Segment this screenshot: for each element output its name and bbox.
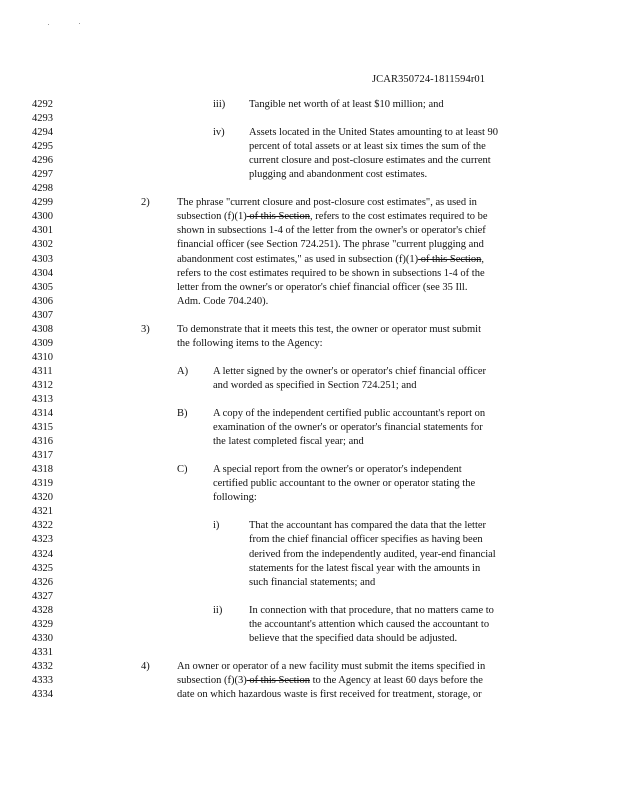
line-number: 4330 [32,632,53,644]
document-id: JCAR350724-1811594r01 [372,74,486,85]
scan-speck [79,23,80,24]
text-line: from the chief financial officer specifies as having been [249,534,483,546]
text-line: the accountant's attention which caused the accountant to [249,618,490,630]
line-number: 4304 [32,267,53,279]
text-line: An owner or operator of a new facility must submit the items specified in [177,660,486,672]
line-number: 4314 [32,408,53,420]
line-number: 4327 [32,590,53,602]
line-number: 4326 [32,576,53,588]
line-number: 4297 [32,169,53,181]
line-number: 4307 [32,309,53,321]
line-number: 4294 [32,127,53,139]
item-label: 4) [141,660,150,672]
line-number: 4332 [32,660,53,672]
item-label: iv) [213,127,225,139]
text-line: To demonstrate that it meets this test, the owner or operator must submit [177,323,481,335]
struck-text: of this Section [246,211,310,223]
item-label: 3) [141,323,150,335]
text-line: shown in subsections 1-4 of the letter from the owner's or operator's chief [177,225,486,237]
line-number: 4331 [32,646,53,658]
item-ii [0,604,618,618]
line-number: 4320 [32,492,53,504]
item-iii [0,98,618,112]
line-number: 4333 [32,674,53,686]
text-line: subsection (f)(1) of this Section, refers to the cost estimates required to be [177,211,488,223]
text-line: That the accountant has compared the data that the letter [249,520,487,532]
paragraph-3 [0,323,618,337]
item-B [0,407,618,421]
item-label: 2) [141,197,150,209]
text-line: Tangible net worth of at least $10 million; and [249,99,444,110]
text-line: and worded as specified in Section 724.251; and [213,379,417,391]
item-label: A) [177,365,189,377]
line-number: 4328 [32,604,53,616]
paragraph-2 [0,196,618,210]
line-number: 4318 [32,464,53,476]
line-number: 4302 [32,239,53,251]
line-number: 4308 [32,323,53,335]
text-line: A special report from the owner's or operator's independent [213,464,462,476]
text-line: A letter signed by the owner's or operator's chief financial officer [213,365,486,377]
line-number: 4323 [32,534,53,546]
text-line: believe that the specified data should be adjusted. [249,632,458,644]
line-number: 4319 [32,478,53,490]
text-line: current closure and post-closure estimates and the current [249,155,491,167]
item-iv [0,126,618,140]
text-line: letter from the owner's or operator's chief financial officer (see 35 Ill. [177,281,468,293]
text-line: the following items to the Agency: [177,337,323,349]
document-body [0,98,618,702]
item-label: B) [177,408,188,420]
item-label: i) [213,520,220,532]
text-line: statements for the latest fiscal year with the amounts in [249,562,481,574]
line-number: 4322 [32,520,53,532]
text-line: percent of total assets or at least six times the sum of the [249,141,486,153]
line-number: 4321 [32,506,53,518]
line-number: 4325 [32,562,53,574]
line-number: 4316 [32,436,53,448]
text-line: such financial statements; and [249,576,376,588]
text-line: Adm. Code 704.240). [177,295,269,307]
line-number: 4329 [32,618,53,630]
scan-speck [48,24,49,25]
text-line: examination of the owner's or operator's financial statements for [213,422,483,434]
line-number: 4303 [32,253,53,265]
item-A [0,365,618,379]
line-number: 4317 [32,450,53,462]
line-number: 4310 [32,351,53,363]
line-number: 4299 [32,197,53,209]
line-number: 4309 [32,337,53,349]
line-number: 4300 [32,211,53,223]
text-line: following: [213,492,257,504]
text-line: certified public accountant to the owner or operator stating the [213,478,476,490]
line-number: 4306 [32,295,53,307]
line-number: 4312 [32,379,53,391]
line-number: 4292 [32,99,53,110]
line-number: 4311 [32,365,53,377]
text-line: The phrase "current closure and post-closure cost estimates", as used in [177,197,477,209]
text-line: subsection (f)(3) of this Section to the Agency at least 60 days before the [177,674,483,686]
text-line: the latest completed fiscal year; and [213,436,364,448]
text-line: A copy of the independent certified public accountant's report on [213,408,486,420]
text-line: refers to the cost estimates required to be shown in subsections 1-4 of the [177,267,485,279]
item-label: C) [177,464,188,476]
item-i [0,519,618,533]
line-number: 4324 [32,548,53,560]
line-number: 4298 [32,183,53,195]
line-number: 4313 [32,393,53,405]
text-line: derived from the independently audited, year-end financial [249,548,496,560]
line-number: 4305 [32,281,53,293]
line-number: 4295 [32,141,53,153]
line-number: 4293 [32,113,53,125]
line-number: 4296 [32,155,53,167]
struck-text: of this Section [246,674,310,686]
text-line: In connection with that procedure, that no matters came to [249,604,494,616]
line-number: 4301 [32,225,53,237]
text-line: abandonment cost estimates," as used in subsection (f)(1) of this Section, [177,253,484,265]
struck-text: of this Section [418,253,482,265]
line-number: 4334 [32,688,53,700]
item-label: iii) [213,99,226,110]
text-line: Assets located in the United States amounting to at least 90 [249,127,499,139]
item-C [0,463,618,477]
text-line: financial officer (see Section 724.251). The phrase "current plugging and [177,239,484,251]
line-number: 4315 [32,422,53,434]
item-label: ii) [213,604,223,616]
text-line: plugging and abandonment cost estimates. [249,169,428,181]
text-line: date on which hazardous waste is first received for treatment, storage, or [177,688,482,700]
paragraph-4 [0,660,618,674]
